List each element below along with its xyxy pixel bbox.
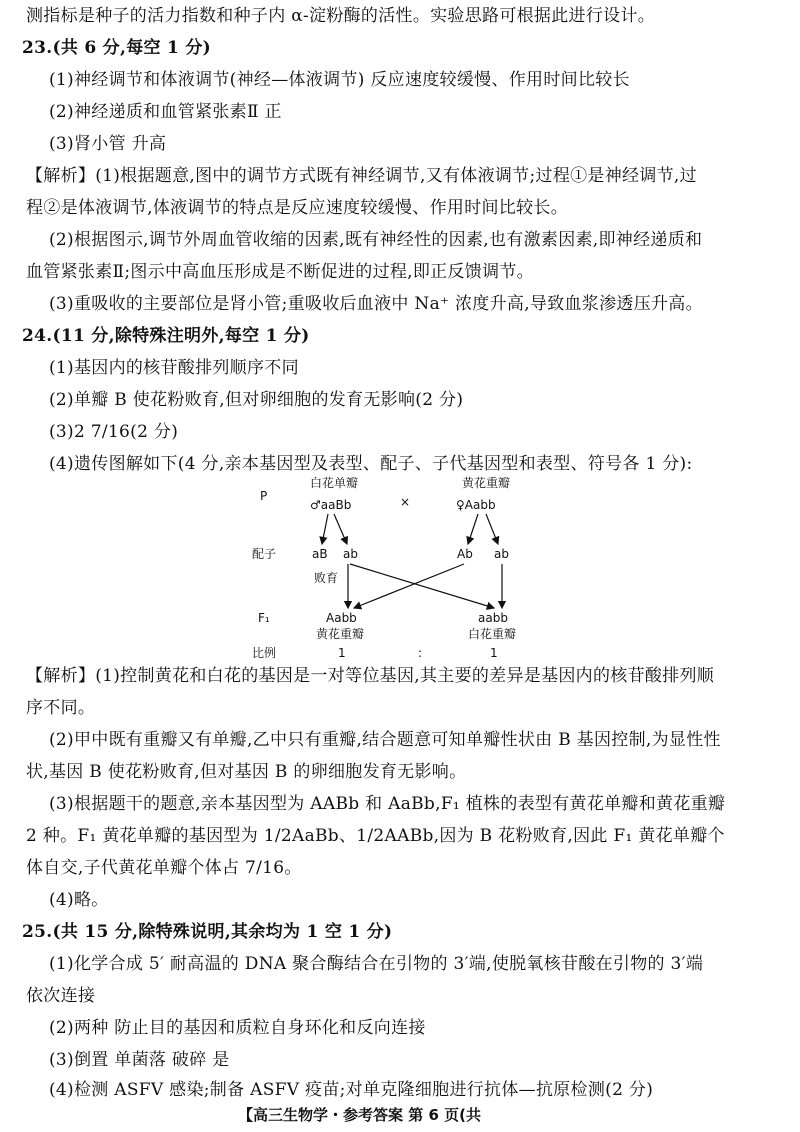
answer-24-3: (3)2 7/16(2 分) <box>49 422 179 442</box>
analysis-24-line: 序不同。 <box>26 698 96 718</box>
question-heading-25: 25.(共 15 分,除特殊说明,其余均为 1 空 1 分) <box>22 922 393 942</box>
question-heading-24: 24.(11 分,除特殊注明外,每空 1 分) <box>22 326 310 346</box>
ratio-row-label: 比例 <box>252 646 277 660</box>
gamete-label: ab <box>343 547 358 561</box>
analysis-24-line: (3)根据题干的题意,亲本基因型为 AABb 和 AaBb,F₁ 植株的表型有黄花单瓣和黄花重瓣 <box>49 794 726 814</box>
analysis-23-line: (2)根据图示,调节外周血管收缩的因素,既有神经性的因素,也有激素因素,即神经递质和 <box>49 230 703 250</box>
answer-23-2: (2)神经递质和血管紧张素Ⅱ 正 <box>49 102 282 122</box>
analysis-24-line: 【解析】(1)控制黄花和白花的基因是一对等位基因,其主要的差异是基因内的核苷酸排列顺 <box>26 666 715 686</box>
offspring-right-phenotype: 白花重瓣 <box>468 627 517 641</box>
parent-left-phenotype: 白花单瓣 <box>310 476 359 490</box>
analysis-24-line: 体自交,子代黄花单瓣个体占 7/16。 <box>26 858 302 878</box>
ratio-right-value: 1 <box>490 646 498 660</box>
genetic-cross-diagram <box>250 470 550 662</box>
text-line: 测指标是种子的活力指数和种子内 α-淀粉酶的活性。实验思路可根据此进行设计。 <box>26 6 656 26</box>
answer-24-4: (4)遗传图解如下(4 分,亲本基因型及表型、配子、子代基因型和表型、符号各 1 分): <box>49 454 693 474</box>
question-heading-23: 23.(共 6 分,每空 1 分) <box>22 38 212 58</box>
analysis-23-line: 【解析】(1)根据题意,图中的调节方式既有神经调节,又有体液调节;过程①是神经调节,过 <box>26 166 697 186</box>
ratio-separator: : <box>418 646 423 660</box>
analysis-24-line: (2)甲中既有重瓣又有单瓣,乙中只有重瓣,结合题意可知单瓣性状由 B 基因控制,为显性性 <box>49 730 721 750</box>
answer-24-1: (1)基因内的核苷酸排列顺序不同 <box>49 358 299 378</box>
arrow-line <box>486 514 498 544</box>
arrow-line <box>334 514 347 544</box>
gamete-label: ab <box>494 547 509 561</box>
generation-f1-label: F₁ <box>258 611 270 625</box>
answer-23-3: (3)肾小管 升高 <box>49 134 167 154</box>
answer-24-2: (2)单瓣 B 使花粉败育,但对卵细胞的发育无影响(2 分) <box>49 390 464 410</box>
generation-p-label: P <box>260 489 268 503</box>
gamete-label: Ab <box>457 547 473 561</box>
ratio-left-value: 1 <box>338 646 346 660</box>
cross-symbol: × <box>400 495 411 509</box>
analysis-24-line: (4)略。 <box>49 890 109 910</box>
answer-25-1: (1)化学合成 5′ 耐高温的 DNA 聚合酶结合在引物的 3′端,使脱氧核苷酸在引物的 3′端 <box>49 954 704 974</box>
answer-25-1-cont: 依次连接 <box>26 986 96 1006</box>
analysis-23-line: 血管紧张素Ⅱ;图示中高血压形成是不断促进的过程,即正反馈调节。 <box>26 262 534 282</box>
parent-right-genotype: ♀Aabb <box>456 498 496 512</box>
gamete-row-label: 配子 <box>252 547 277 561</box>
answer-23-1: (1)神经调节和体液调节(神经—体液调节) 反应速度较缓慢、作用时间比较长 <box>49 70 630 90</box>
answer-25-2: (2)两种 防止目的基因和质粒自身环化和反向连接 <box>49 1018 426 1038</box>
offspring-right-genotype: aabb <box>478 611 508 625</box>
offspring-left-phenotype: 黄花重瓣 <box>316 627 365 641</box>
parent-left-genotype: ♂aaBb <box>310 498 352 512</box>
answer-25-3: (3)倒置 单菌落 破碎 是 <box>49 1050 230 1070</box>
analysis-24-line: 2 种。F₁ 黄花单瓣的基因型为 1/2AaBb、1/2AABb,因为 B 花粉败育,因此 F₁ 黄花单瓣个 <box>26 826 725 846</box>
answer-25-4: (4)检测 ASFV 感染;制备 ASFV 疫苗;对单克隆细胞进行抗体—抗原检测(2 分) <box>49 1080 654 1100</box>
page-footer: 【高三生物学・参考答案 第 6 页(共 <box>238 1106 481 1124</box>
arrow-line <box>468 514 478 544</box>
offspring-left-genotype: Aabb <box>326 611 357 625</box>
analysis-24-line: 状,基因 B 使花粉败育,但对基因 B 的卵细胞发育无影响。 <box>26 762 467 782</box>
aborted-label: 败育 <box>314 571 339 585</box>
analysis-23-line: (3)重吸收的主要部位是肾小管;重吸收后血液中 Na⁺ 浓度升高,导致血浆渗透压升高。 <box>49 294 703 314</box>
gamete-label: aB <box>312 547 328 561</box>
parent-right-phenotype: 黄花重瓣 <box>462 476 511 490</box>
analysis-23-line: 程②是体液调节,体液调节的特点是反应速度较缓慢、作用时间比较长。 <box>26 198 569 218</box>
arrow-line <box>322 514 328 544</box>
